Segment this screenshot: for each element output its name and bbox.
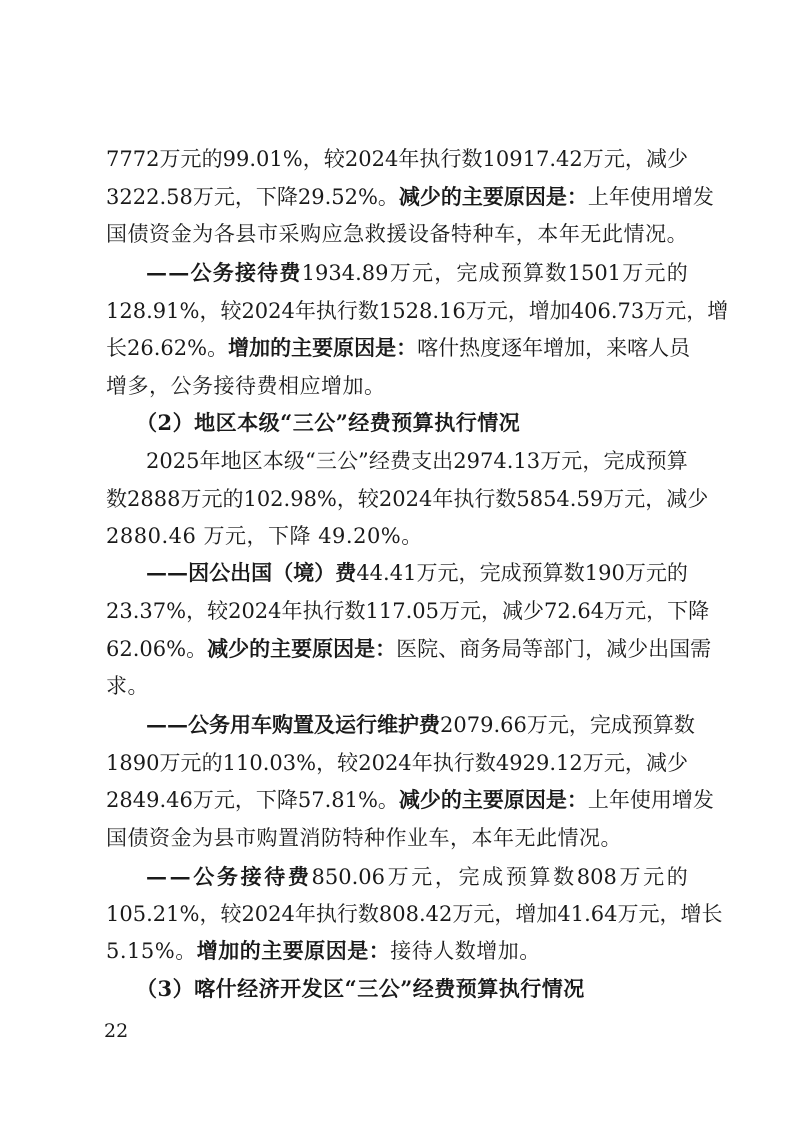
text-line: 105.21% ， 较 2024 年 执 行 数 808.42 万 元 ， 增 加 41.64 万 元 ， 增 长	[106, 902, 723, 926]
text-line: 23.37% ， 较 2024 年 执 行 数 117.05 万 元 ， 减 少 72.64 万 元 ， 下 降	[106, 599, 710, 623]
text-line: 2849.46 万 元 ， 下 降 57.81% 。 减 少 的 主 要 原 因 是 ： 上 年 使 用 增 发	[106, 787, 714, 812]
page-number: 22	[104, 1020, 129, 1042]
text-line: （2）地区本级“三公”经费预算执行情况	[136, 410, 521, 435]
text-line: 5.15%。 增加的主要原因是： 接待人数增加。	[106, 938, 541, 963]
text-line: 国 债 资 金 为 各 县 市 采 购 应 急 救 援 设 备 特 种 车 ， 本 年 无 此 情 况 。	[106, 222, 688, 246]
text-line: 1890 万 元 的 110.03% ， 较 2024 年 执 行 数 4929.12 万 元 ， 减 少	[106, 751, 688, 775]
text-line: （3）喀什经济开发区“三公”经费预算执行情况	[136, 976, 585, 1001]
text-line: 求。	[106, 674, 149, 698]
text-line: 数 2888 万 元 的 102.98% ， 较 2024 年 执 行 数 5854.59 万 元 ， 减 少	[106, 487, 709, 511]
text-line: — — 公 务 用 车 购 置 及 运 行 维 护 费 2079.66 万 元 ， 完 成 预 算 数	[146, 712, 695, 737]
text-line: 62.06% 。 减 少 的 主 要 原 因 是 ： 医 院 、 商 务 局 等 部 门 ， 减 少 出 国 需	[106, 636, 712, 661]
text-line: — — 因 公 出 国 （ 境 ） 费 44.41 万 元 ， 完 成 预 算 数 190 万 元 的	[146, 560, 688, 585]
text-line: 2880.46 万元，下降 49.20%。	[106, 524, 423, 548]
text-line: 7772 万 元 的 99.01% ， 较 2024 年 执 行 数 10917.42 万 元 ， 减 少	[106, 147, 688, 171]
text-line: 128.91% ， 较 2024 年 执 行 数 1528.16 万 元 ， 增 加 406.73 万 元 ， 增	[106, 299, 729, 323]
text-line: 长 26.62% 。 增 加 的 主 要 原 因 是 ： 喀 什 热 度 逐 年 增 加 ， 来 喀 人 员	[106, 335, 691, 360]
text-line: 2025 年 地 区 本 级 “ 三 公 ” 经 费 支 出 2974.13 万 元 ， 完 成 预 算	[146, 449, 688, 473]
text-line: 国债资金为县市购置消防特种作业车，本年无此情况。	[106, 826, 622, 850]
text-line: — — 公 务 接 待 费 1934.89 万 元 ， 完 成 预 算 数 1501 万 元 的	[146, 260, 688, 285]
text-line: 增多，公务接待费相应增加。	[106, 374, 386, 398]
text-line: 3222.58 万 元 ， 下 降 29.52% 。 减 少 的 主 要 原 因 是 ： 上 年 使 用 增 发	[106, 184, 714, 209]
text-line: — — 公 务 接 待 费 850.06 万 元 ， 完 成 预 算 数 808 万 元 的	[146, 864, 688, 889]
